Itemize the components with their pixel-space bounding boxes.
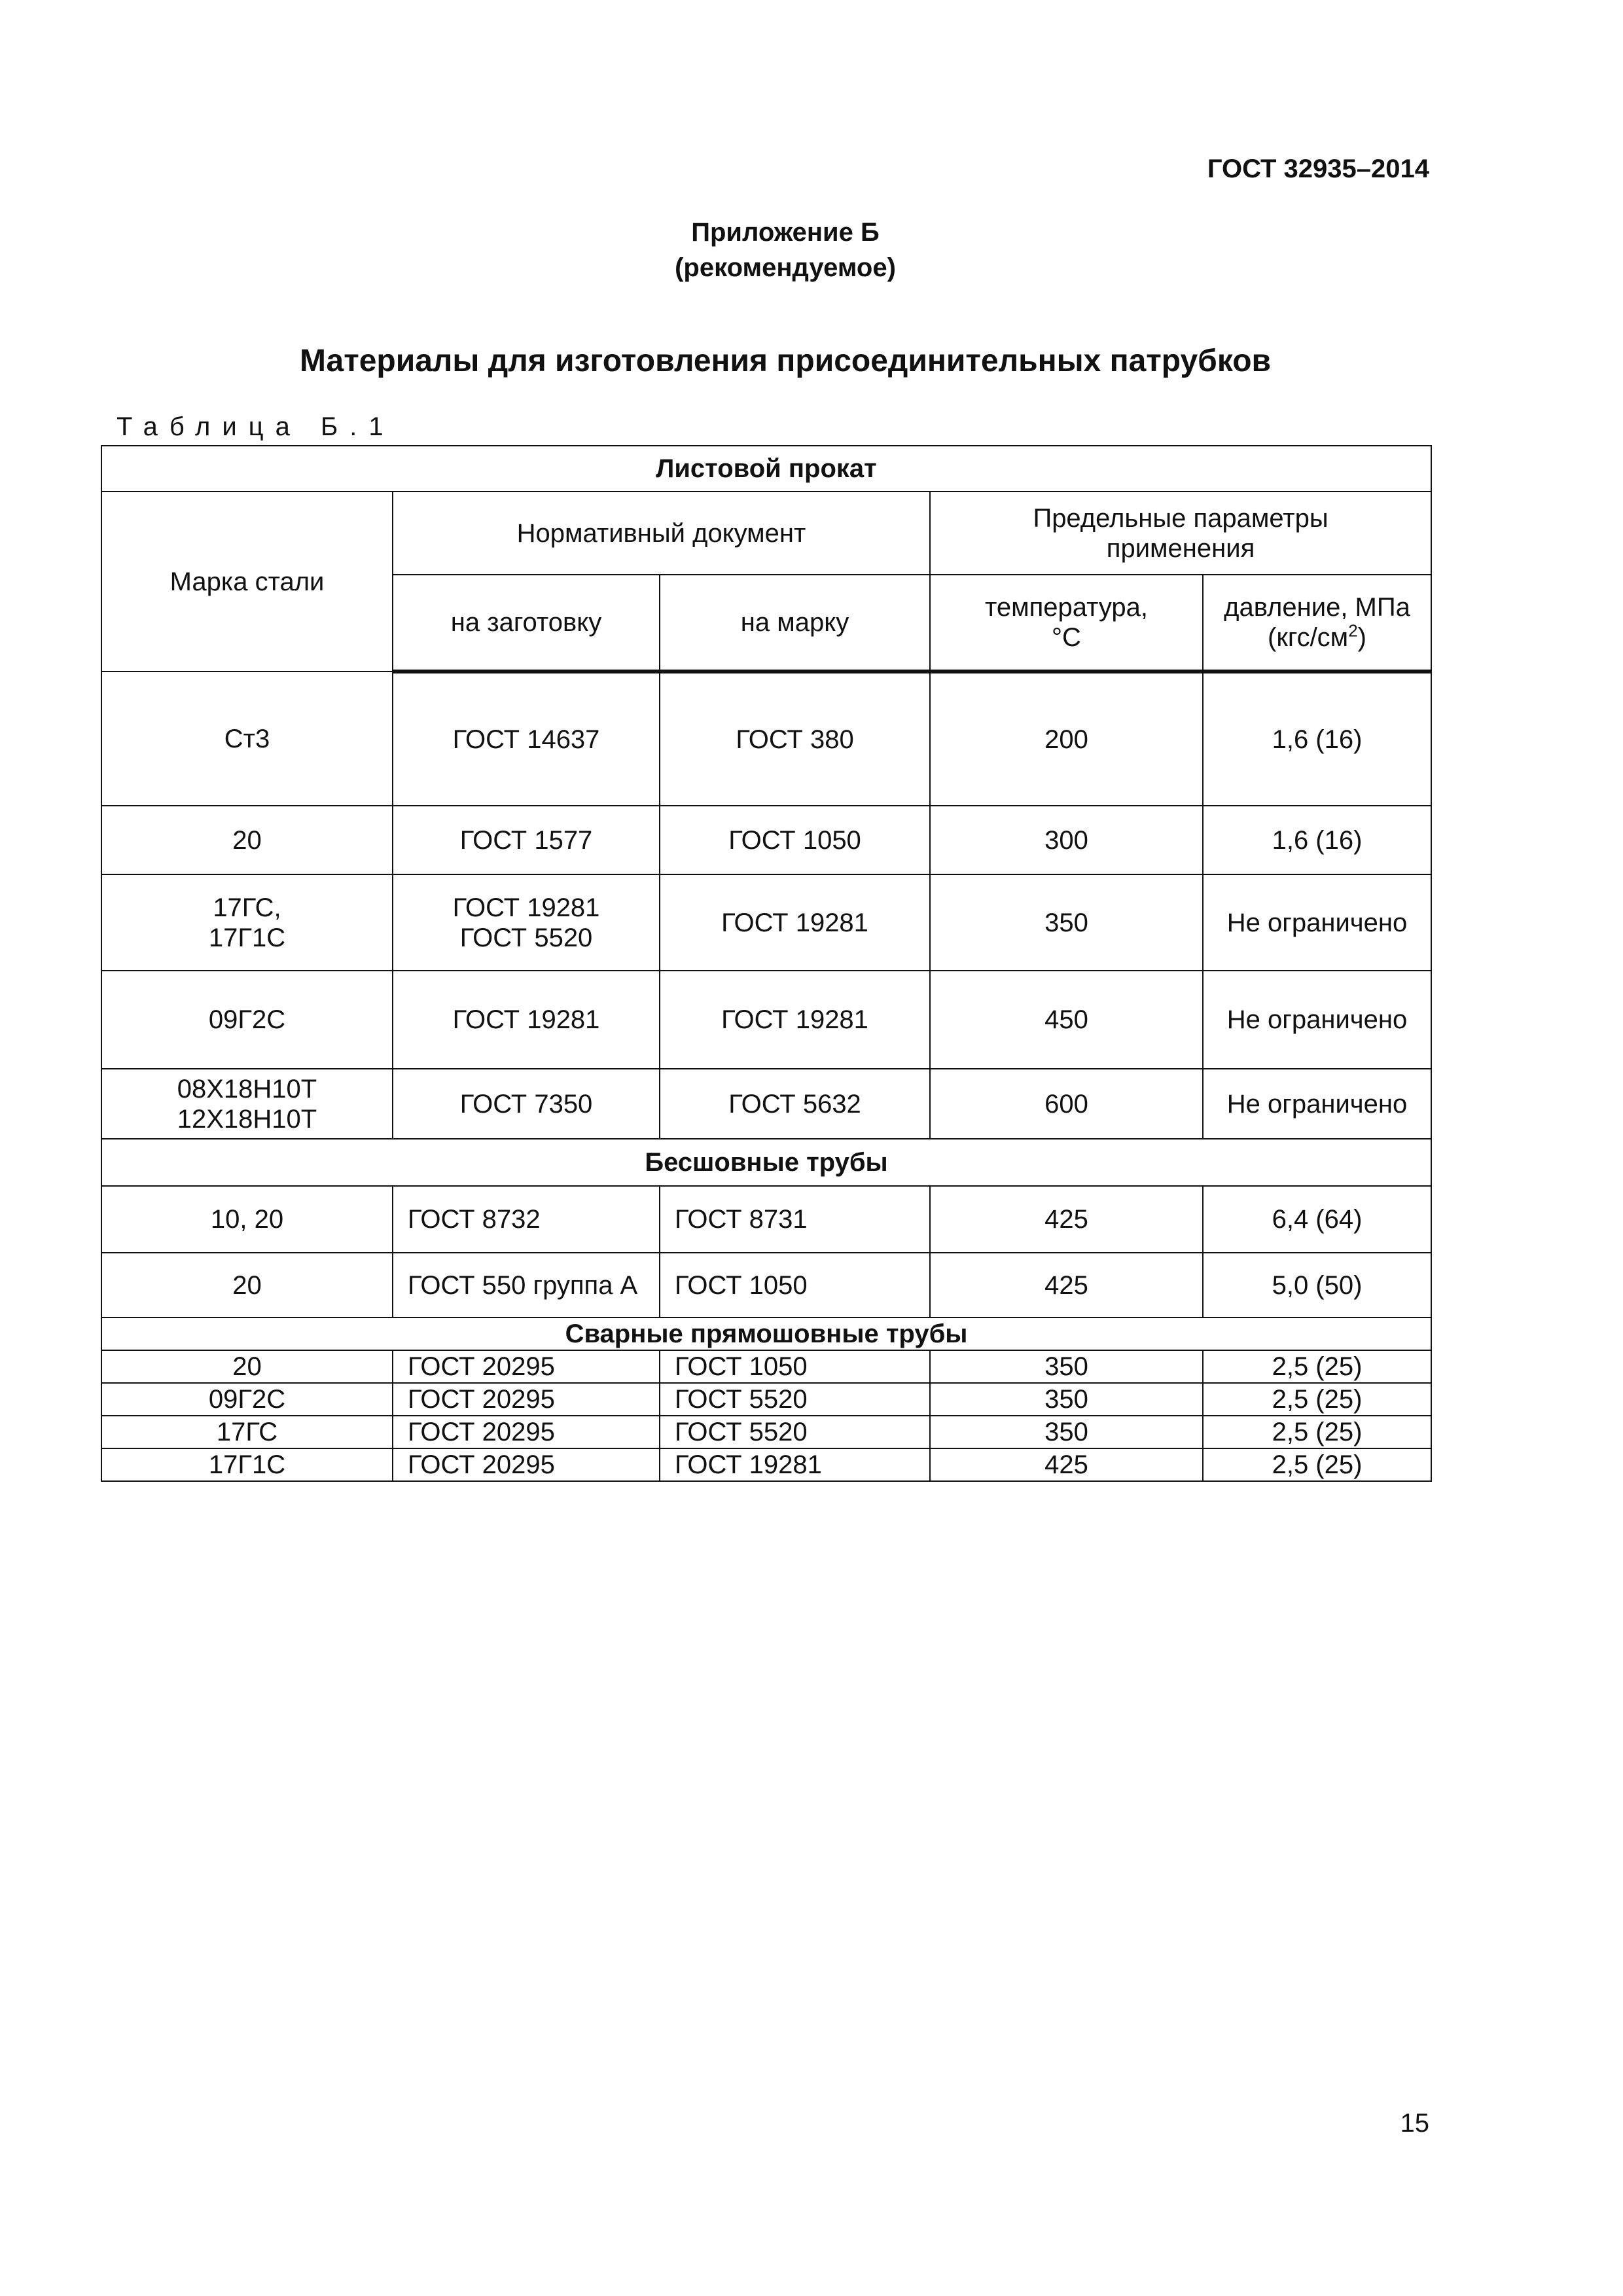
cell-blank-doc-line: ГОСТ 19281 bbox=[452, 893, 600, 922]
cell-temperature: 300 bbox=[930, 806, 1203, 874]
section-header-seamless: Бесшовные трубы bbox=[101, 1139, 1431, 1186]
cell-blank-doc-line: ГОСТ 7350 bbox=[459, 1089, 593, 1119]
header-limit-params bbox=[930, 492, 1431, 575]
cell-blank-doc bbox=[393, 971, 660, 1069]
cell-blank-doc bbox=[393, 672, 660, 806]
cell-blank-doc: ГОСТ 20295 bbox=[393, 1350, 660, 1383]
materials-table bbox=[101, 445, 1432, 1482]
cell-temperature: 200 bbox=[930, 672, 1203, 806]
header-limit-params-line1: Предельные параметры bbox=[1033, 503, 1329, 533]
appendix-subtitle: (рекомендуемое) bbox=[675, 253, 896, 282]
cell-temperature: 350 bbox=[930, 1350, 1203, 1383]
header-temperature-line1: температура, bbox=[984, 593, 1149, 622]
section-header-sheet: Листовой прокат bbox=[101, 446, 1431, 492]
table-row bbox=[101, 1069, 1431, 1139]
header-for-blank: на заготовку bbox=[393, 575, 660, 672]
cell-grade-line: 17ГС, bbox=[213, 893, 281, 922]
cell-blank-doc bbox=[393, 1069, 660, 1139]
cell-grade-line: Ст3 bbox=[224, 724, 270, 753]
cell-blank-doc: ГОСТ 20295 bbox=[393, 1383, 660, 1416]
cell-pressure: 2,5 (25) bbox=[1203, 1350, 1431, 1383]
cell-grade-line: 09Г2С bbox=[208, 1005, 286, 1034]
cell-blank-doc bbox=[393, 806, 660, 874]
header-normative-doc: Нормативный документ bbox=[393, 492, 930, 575]
cell-blank-doc: ГОСТ 8732 bbox=[393, 1186, 660, 1253]
cell-grade-line: 17Г1С bbox=[208, 923, 286, 952]
cell-temperature: 450 bbox=[930, 971, 1203, 1069]
table-row bbox=[101, 1350, 1431, 1383]
cell-grade-doc: ГОСТ 5520 bbox=[660, 1416, 930, 1448]
table-row bbox=[101, 1253, 1431, 1318]
table-caption: Таблица Б.1 bbox=[116, 412, 395, 441]
cell-grade bbox=[101, 806, 393, 874]
cell-grade bbox=[101, 672, 393, 806]
document-code: ГОСТ 32935–2014 bbox=[1207, 154, 1429, 183]
cell-pressure: Не ограничено bbox=[1203, 1069, 1431, 1139]
header-steel-grade: Марка стали bbox=[101, 492, 393, 672]
cell-blank-doc-line: ГОСТ 14637 bbox=[452, 725, 600, 754]
cell-blank-doc: ГОСТ 550 группа А bbox=[393, 1253, 660, 1318]
cell-temperature: 425 bbox=[930, 1448, 1203, 1481]
cell-pressure: 2,5 (25) bbox=[1203, 1416, 1431, 1448]
cell-blank-doc-line: ГОСТ 19281 bbox=[452, 1005, 600, 1034]
cell-grade-line: 08Х18Н10Т bbox=[177, 1074, 317, 1103]
header-pressure-unit-post: ) bbox=[1357, 623, 1366, 652]
cell-grade: 17ГС bbox=[101, 1416, 393, 1448]
cell-grade bbox=[101, 874, 393, 971]
table-row bbox=[101, 1416, 1431, 1448]
cell-grade: 09Г2С bbox=[101, 1383, 393, 1416]
cell-grade-doc: ГОСТ 380 bbox=[660, 672, 930, 806]
header-pressure-unit-pre: (кгс/см bbox=[1268, 623, 1349, 652]
page-number: 15 bbox=[1400, 2109, 1429, 2138]
header-limit-params-line2: применения bbox=[1106, 533, 1255, 563]
cell-pressure: 2,5 (25) bbox=[1203, 1448, 1431, 1481]
cell-grade bbox=[101, 1069, 393, 1139]
cell-temperature: 600 bbox=[930, 1069, 1203, 1139]
cell-grade-doc: ГОСТ 19281 bbox=[660, 971, 930, 1069]
cell-grade: 20 bbox=[101, 1350, 393, 1383]
cell-grade-doc: ГОСТ 8731 bbox=[660, 1186, 930, 1253]
header-temperature bbox=[930, 575, 1203, 672]
cell-grade-line: 12Х18Н10Т bbox=[177, 1104, 317, 1134]
cell-temperature: 350 bbox=[930, 1416, 1203, 1448]
cell-grade-doc: ГОСТ 1050 bbox=[660, 806, 930, 874]
section-header-welded: Сварные прямошовные трубы bbox=[101, 1318, 1431, 1350]
table-row bbox=[101, 1186, 1431, 1253]
cell-pressure: 2,5 (25) bbox=[1203, 1383, 1431, 1416]
cell-grade-line: 20 bbox=[232, 825, 262, 855]
table-row bbox=[101, 672, 1431, 806]
cell-grade-doc: ГОСТ 5632 bbox=[660, 1069, 930, 1139]
cell-temperature: 350 bbox=[930, 1383, 1203, 1416]
header-for-grade: на марку bbox=[660, 575, 930, 672]
cell-pressure: 1,6 (16) bbox=[1203, 806, 1431, 874]
appendix-heading bbox=[0, 215, 1571, 285]
cell-pressure: 6,4 (64) bbox=[1203, 1186, 1431, 1253]
header-temperature-unit: °С bbox=[1052, 623, 1081, 652]
page-title: Материалы для изготовления присоединительных патрубков bbox=[299, 344, 1272, 378]
cell-temperature: 350 bbox=[930, 874, 1203, 971]
cell-grade-doc: ГОСТ 5520 bbox=[660, 1383, 930, 1416]
header-pressure-unit-sup: 2 bbox=[1348, 620, 1358, 641]
table-row bbox=[101, 806, 1431, 874]
header-pressure bbox=[1203, 575, 1431, 672]
cell-grade-doc: ГОСТ 19281 bbox=[660, 1448, 930, 1481]
appendix-title: Приложение Б bbox=[691, 218, 880, 247]
cell-grade-doc: ГОСТ 1050 bbox=[660, 1350, 930, 1383]
table-row bbox=[101, 1383, 1431, 1416]
cell-blank-doc: ГОСТ 20295 bbox=[393, 1416, 660, 1448]
cell-blank-doc-line: ГОСТ 5520 bbox=[459, 923, 593, 952]
cell-blank-doc-line: ГОСТ 1577 bbox=[459, 825, 593, 855]
cell-grade-doc: ГОСТ 1050 bbox=[660, 1253, 930, 1318]
table-row bbox=[101, 971, 1431, 1069]
cell-temperature: 425 bbox=[930, 1253, 1203, 1318]
cell-blank-doc bbox=[393, 874, 660, 971]
header-pressure-line1: давление, МПа bbox=[1224, 593, 1410, 622]
cell-pressure: Не ограничено bbox=[1203, 971, 1431, 1069]
cell-grade bbox=[101, 971, 393, 1069]
cell-pressure: Не ограничено bbox=[1203, 874, 1431, 971]
cell-grade: 20 bbox=[101, 1253, 393, 1318]
table-row bbox=[101, 874, 1431, 971]
table-row bbox=[101, 1448, 1431, 1481]
cell-grade: 10, 20 bbox=[101, 1186, 393, 1253]
cell-pressure: 1,6 (16) bbox=[1203, 672, 1431, 806]
cell-grade: 17Г1С bbox=[101, 1448, 393, 1481]
cell-temperature: 425 bbox=[930, 1186, 1203, 1253]
cell-blank-doc: ГОСТ 20295 bbox=[393, 1448, 660, 1481]
cell-pressure: 5,0 (50) bbox=[1203, 1253, 1431, 1318]
cell-grade-doc: ГОСТ 19281 bbox=[660, 874, 930, 971]
header-pressure-unit bbox=[1210, 622, 1424, 653]
